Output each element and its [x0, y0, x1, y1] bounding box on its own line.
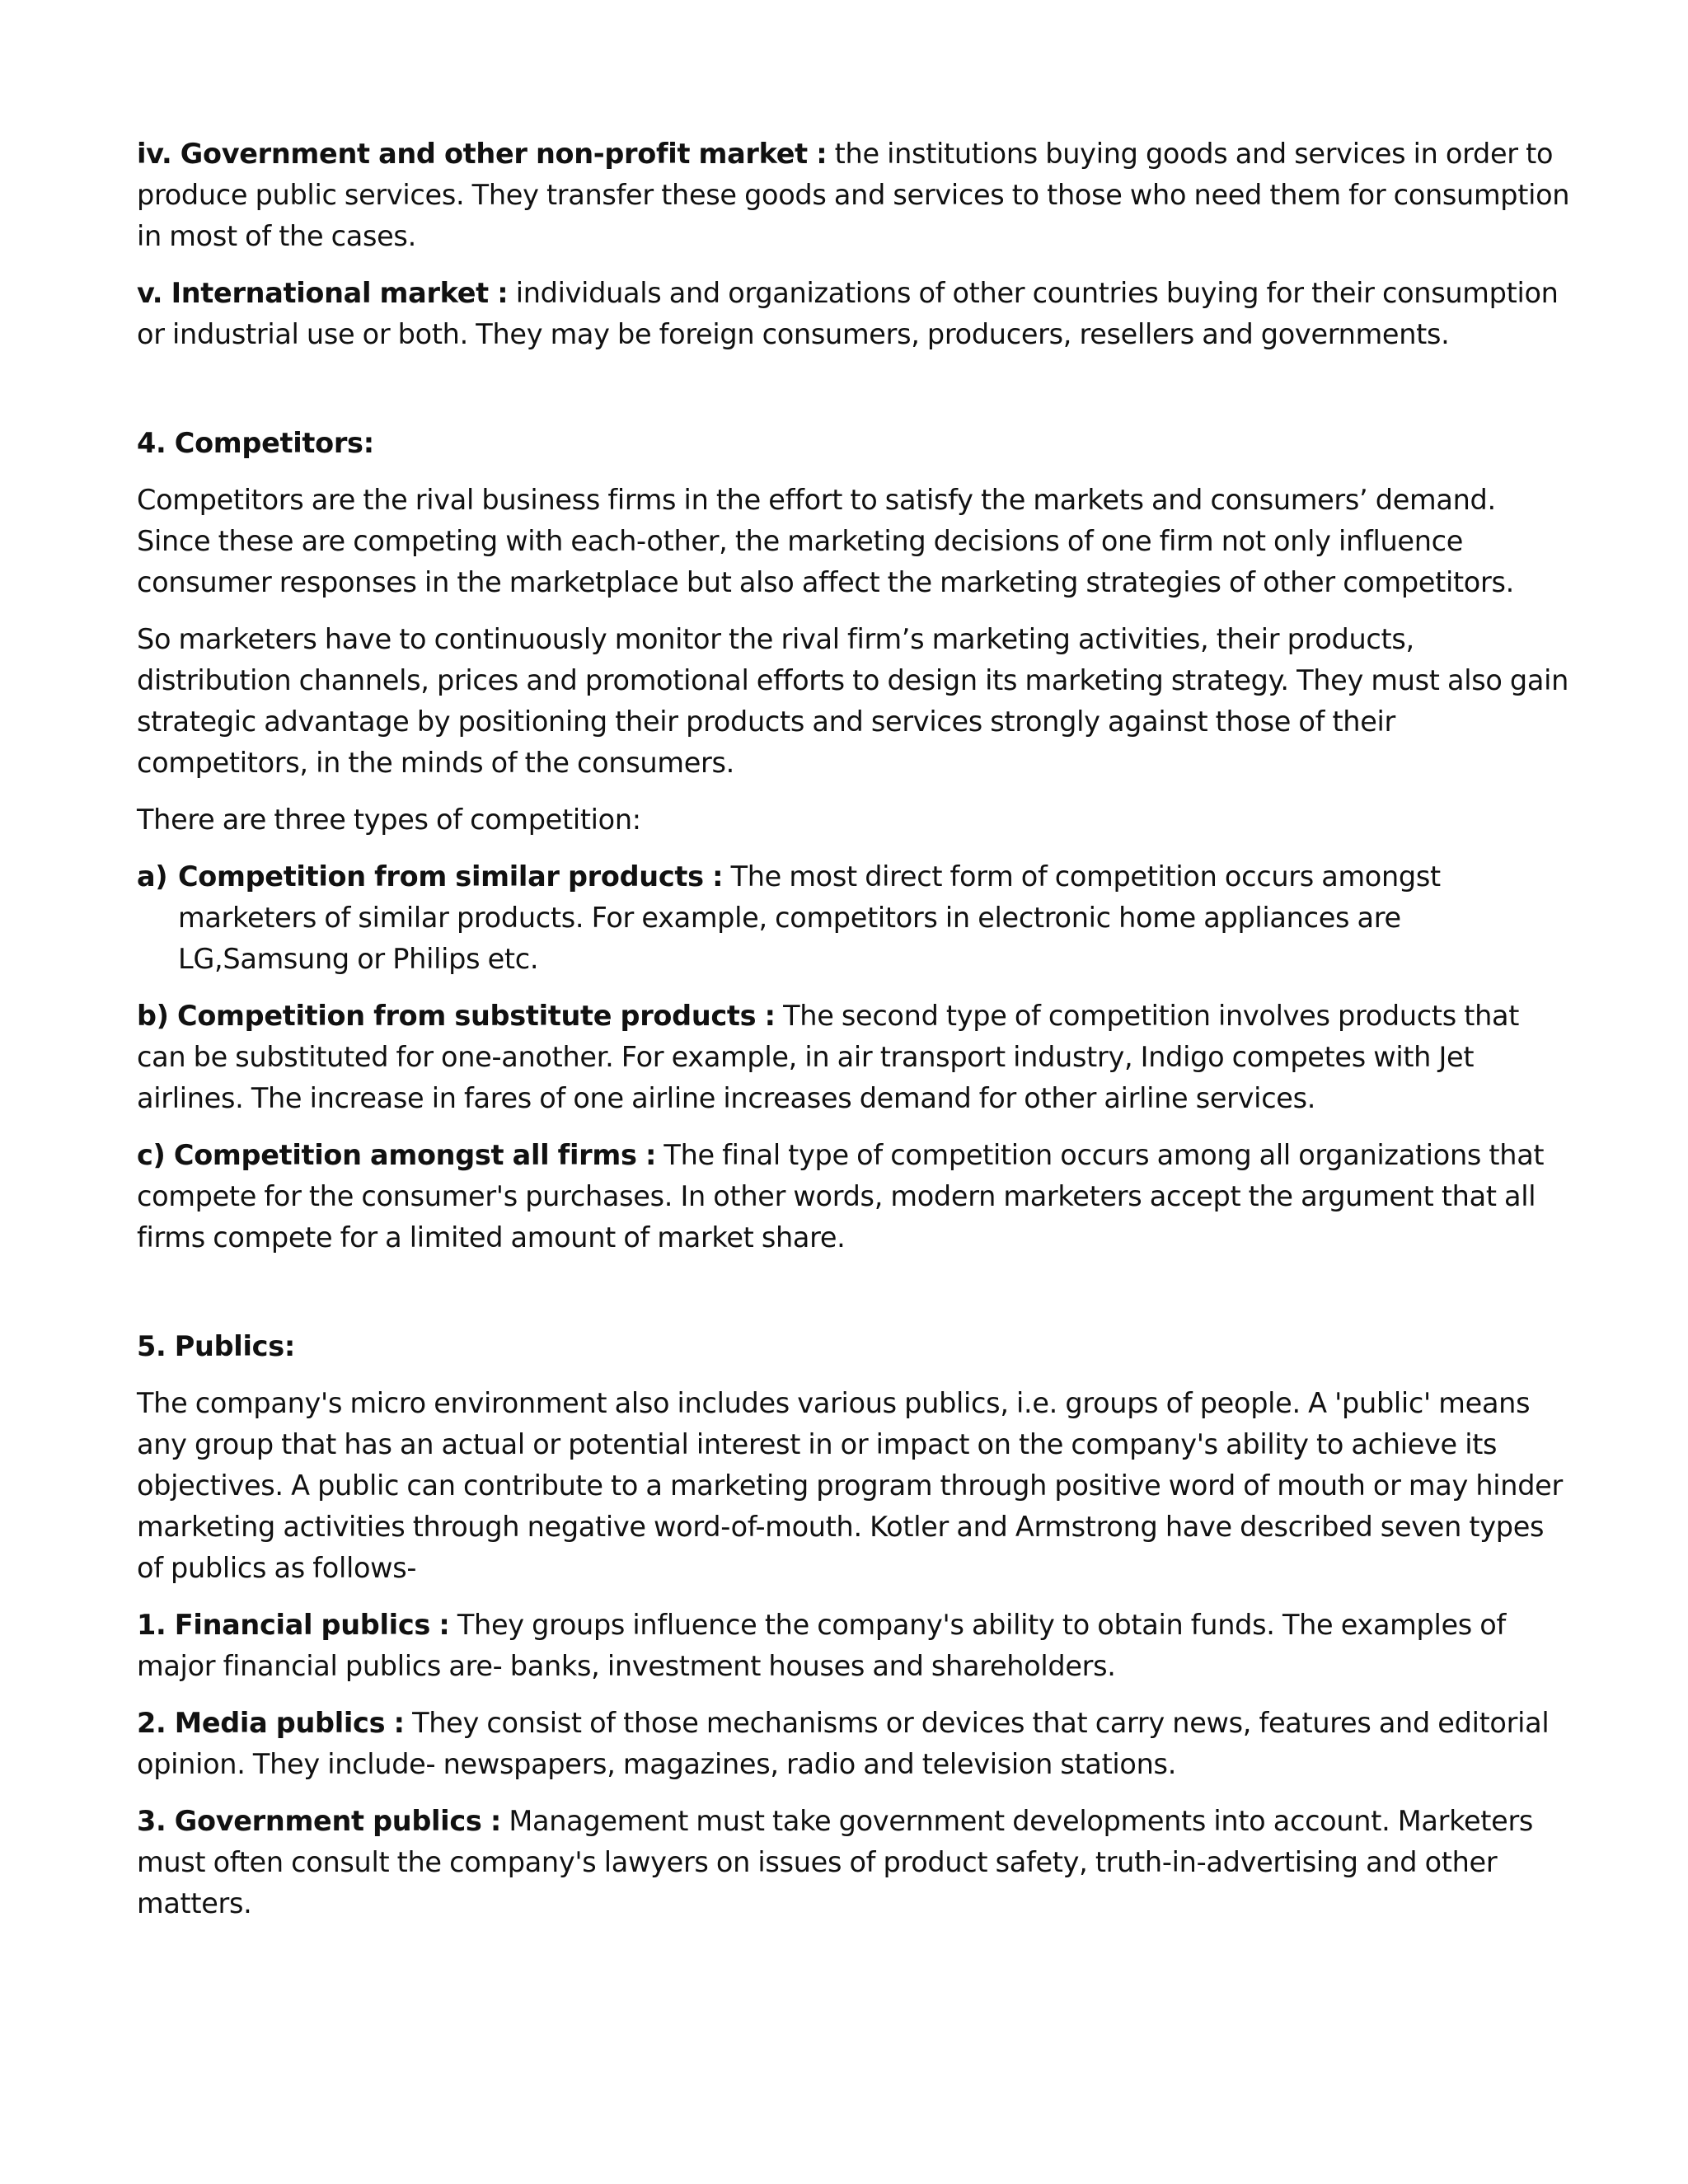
publics-item-government: [137, 1801, 1571, 1924]
market-item-text: individuals and organizations of other countries buying for their consumption or industrial use or both. They may be foreign consumers, producers, resellers and governments.: [137, 277, 1559, 350]
document-page: [137, 134, 1571, 1940]
competition-type-text: The most direct form of competition occurs amongst marketers of similar products. For example, competitors in electronic home appliances are LG,Samsung or Philips etc.: [178, 860, 1441, 975]
publics-item-label: 1. Financial publics :: [137, 1609, 450, 1641]
publics-item-text: Management must take government developments into account. Marketers must often consult the company's lawyers on issues of product safety, truth-in-advertising and other matters.: [137, 1805, 1534, 1919]
competition-type-label: c) Competition amongst all firms :: [137, 1139, 657, 1171]
market-item-international: [137, 273, 1571, 355]
publics-heading: 5. Publics:: [137, 1330, 295, 1362]
competition-type-text: The second type of competition involves products that can be substituted for one-another. For example, in air transport industry, Indigo competes with Jet airlines. The increase in fares of one airline increases demand for other airline services.: [137, 1000, 1520, 1114]
competition-type-label: Competition from similar products :: [178, 860, 724, 893]
publics-item-text: They consist of those mechanisms or devices that carry news, features and editorial opinion. They include- newspapers, magazines, radio and television stations.: [137, 1707, 1550, 1780]
publics-item-text: They groups influence the company's ability to obtain funds. The examples of major financial publics are- banks, investment houses and shareholders.: [137, 1609, 1506, 1682]
competition-type-substitute: [137, 996, 1571, 1119]
competitors-paragraph: Competitors are the rival business firms in the effort to satisfy the markets and consumers’ demand. Since these are competing with each-other, the marketing decisions of one firm not only influence consumer responses in the marketplace but also affect the marketing strategies of other competitors.: [137, 484, 1514, 598]
market-item-government: [137, 134, 1571, 257]
competition-type-all-firms: [137, 1135, 1571, 1258]
publics-item-media: [137, 1703, 1571, 1785]
competitors-heading: 4. Competitors:: [137, 427, 374, 459]
market-item-label: v. International market :: [137, 277, 509, 309]
publics-item-label: 2. Media publics :: [137, 1707, 405, 1739]
competition-type-similar: [137, 856, 1571, 980]
publics-intro: The company's micro environment also includes various publics, i.e. groups of people. A 'public' means any group that has an actual or potential interest in or impact on the company's ability to achieve its objectives. A public can contribute to a marketing program through positive word of mouth or may hinder marketing activities through negative word-of-mouth. Kotler and Armstrong have described seven types of publics as follows-: [137, 1387, 1563, 1584]
competition-type-label: b) Competition from substitute products :: [137, 1000, 776, 1032]
competitors-paragraph: There are three types of competition:: [137, 804, 641, 836]
competitors-paragraph: So marketers have to continuously monitor the rival firm’s marketing activities, their products, distribution channels, prices and promotional efforts to design its marketing strategy. They must also gain strategic advantage by positioning their products and services strongly against those of their competitors, in the minds of the consumers.: [137, 623, 1569, 779]
competition-type-marker: a): [137, 860, 168, 893]
competition-type-text: The final type of competition occurs among all organizations that compete for the consumer's purchases. In other words, modern marketers accept the argument that all firms compete for a limited amount of market share.: [137, 1139, 1545, 1254]
market-item-label: iv. Government and other non-profit market :: [137, 138, 828, 170]
publics-item-label: 3. Government publics :: [137, 1805, 502, 1837]
market-item-text: the institutions buying goods and services in order to produce public services. They transfer these goods and services to those who need them for consumption in most of the cases.: [137, 138, 1570, 252]
publics-item-financial: [137, 1605, 1571, 1687]
